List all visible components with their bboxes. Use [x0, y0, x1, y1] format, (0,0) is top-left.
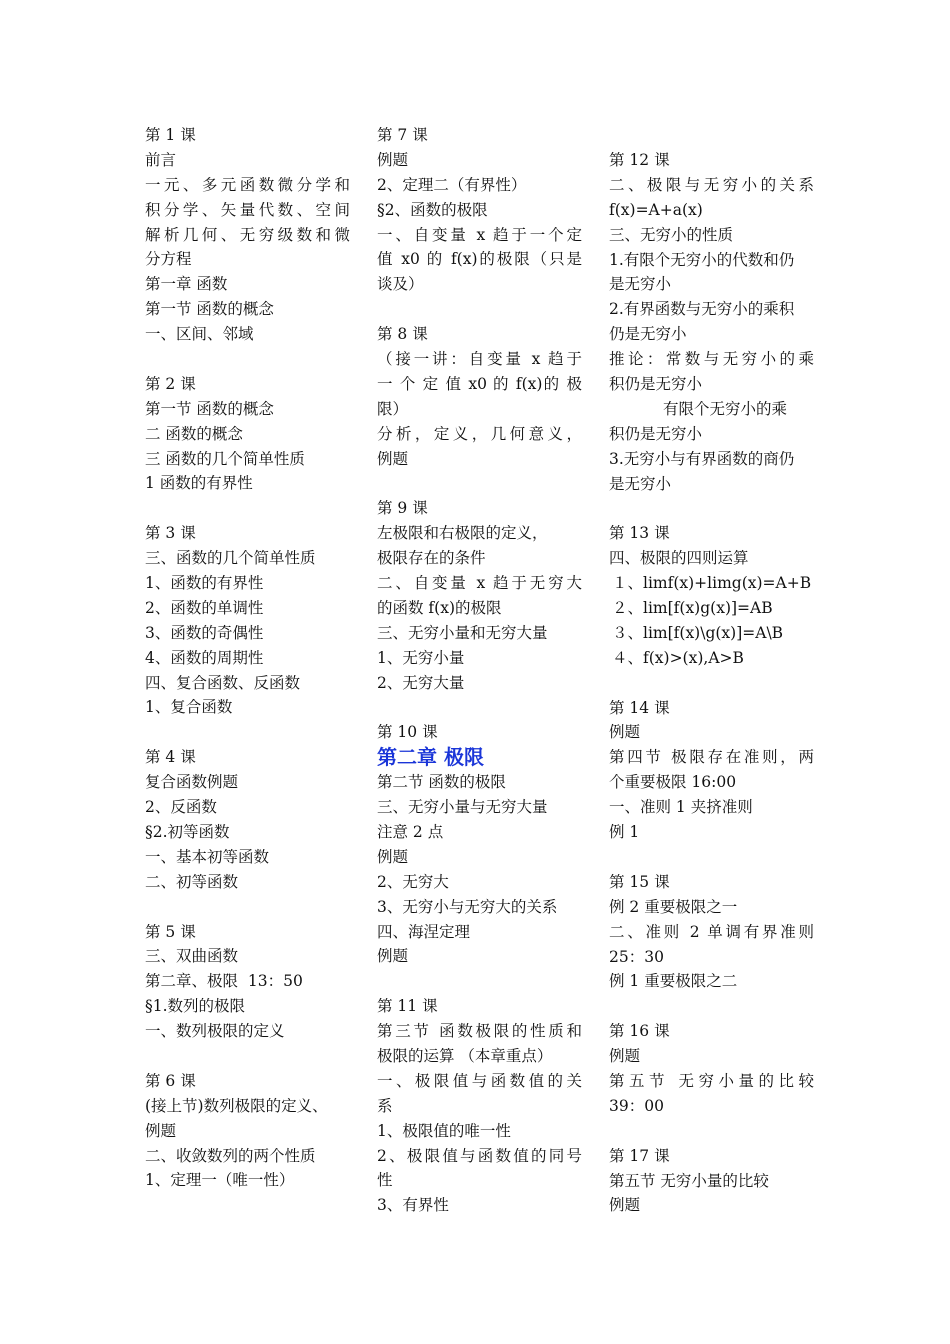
text-line: §2.初等函数	[145, 822, 230, 841]
text-line: 值 x0 的 f(x)的极限（只是	[377, 250, 582, 269]
spacer	[609, 671, 814, 696]
text-line: 二、准则 2 单调有界准则	[609, 922, 814, 941]
text-line: §1.数列的极限	[145, 997, 246, 1016]
lesson-heading: 第 1 课	[145, 126, 196, 144]
text-line: 第五节 无穷小量的比较	[609, 1171, 769, 1190]
text-line: 积仍是无穷小	[609, 424, 703, 443]
lesson-heading: 第 5 课	[145, 922, 196, 941]
text-line: 四、极限的四则运算	[609, 549, 749, 568]
column-1	[145, 123, 350, 1193]
text-line: 一、自变量 x 趋于一个定	[377, 225, 582, 244]
text-line: 39：00	[609, 1096, 664, 1115]
text-line: 1 函数的有界性	[145, 474, 253, 493]
spacer	[145, 720, 350, 745]
text-line: 3、有界性	[377, 1196, 449, 1215]
text-line: 一 个 定 值 x0 的 f(x)的 极	[377, 374, 582, 393]
text-line: 例题	[609, 1047, 641, 1066]
text-line: 是无穷小	[609, 275, 672, 294]
text-line: 前言	[145, 150, 177, 169]
text-line: 第一章 函数	[145, 275, 228, 294]
text-line: 左极限和右极限的定义，	[377, 524, 548, 543]
lesson-heading: 第 7 课	[377, 126, 428, 144]
text-line: 4、函数的周期性	[145, 648, 264, 667]
text-line: 第一节 函数的概念	[145, 399, 274, 418]
text-line: 1.有限个无穷小的代数和仍	[609, 250, 795, 269]
chapter-title: 第二章 极限	[377, 745, 484, 770]
lesson-heading: 第 14 课	[609, 698, 670, 717]
formula-line: ２、lim[f(x)g(x)]=AB	[612, 599, 773, 618]
spacer	[145, 1044, 350, 1069]
text-line: 三、无穷小量与无穷大量	[377, 798, 548, 817]
spacer	[609, 1119, 814, 1144]
text-line: 1、无穷小量	[377, 648, 465, 667]
text-line: 一、极限值与函数值的关	[377, 1071, 582, 1090]
text-line: 系	[377, 1096, 393, 1115]
text-line: 例 1 重要极限之二	[609, 972, 738, 991]
spacer	[377, 969, 582, 994]
text-line: 二、极限与无穷小的关系	[609, 175, 814, 194]
lesson-heading: 第 12 课	[609, 151, 670, 169]
text-line: 3、无穷小与无穷大的关系	[377, 897, 558, 916]
text-line: 的函数 f(x)的极限	[377, 598, 502, 617]
text-line: 分方程	[145, 250, 192, 269]
lesson-heading: 第 8 课	[377, 325, 428, 344]
text-line: 解析几何、无穷级数和微	[145, 225, 350, 244]
text-line: (接上节)数列极限的定义、	[145, 1096, 328, 1115]
lesson-heading: 第 16 课	[609, 1022, 670, 1041]
lesson-heading: 第 4 课	[145, 748, 196, 767]
text-line: 例题	[377, 449, 409, 468]
text-line: 积分学、矢量代数、空间	[145, 200, 350, 219]
text-line: 2、函数的单调性	[145, 598, 264, 617]
lesson-heading: 第 15 课	[609, 872, 670, 891]
spacer	[145, 496, 350, 521]
text-line: 仍是无穷小	[609, 325, 687, 344]
text-line: 二、收敛数列的两个性质	[145, 1146, 316, 1165]
text-line: 一、准则 1 夹挤准则	[609, 798, 753, 817]
formula-line: ４、f(x)>(x),A>B	[612, 648, 744, 667]
text-line: 2、反函数	[145, 798, 217, 817]
text-line: （接一讲：自变量 x 趋于	[377, 350, 582, 369]
text-line: 2、极限值与函数值的同号	[377, 1146, 582, 1165]
text-line: 第二节 函数的极限	[377, 773, 506, 792]
text-line: 第三节 函数极限的性质和	[377, 1022, 582, 1041]
text-line: 例题	[609, 723, 641, 742]
text-line: 极限存在的条件	[377, 549, 486, 568]
spacer	[145, 895, 350, 920]
text-line: 2、无穷大	[377, 872, 449, 891]
lesson-heading: 第 17 课	[609, 1146, 670, 1165]
text-line: 3.无穷小与有界函数的商仍	[609, 449, 795, 468]
column-2	[377, 123, 582, 1218]
text-line: 第二章、极限 13：50	[145, 972, 303, 991]
text-line: 一元、多元函数微分学和	[145, 175, 350, 194]
text-line: 例题	[145, 1121, 177, 1140]
lesson-heading: 第 11 课	[377, 997, 438, 1016]
text-line: 1、复合函数	[145, 698, 233, 717]
lesson-heading: 第 9 课	[377, 499, 428, 518]
text-line: 复合函数例题	[145, 773, 239, 792]
text-line: 1、函数的有界性	[145, 574, 264, 593]
text-line: 例 2 重要极限之一	[609, 897, 738, 916]
lesson-heading: 第 2 课	[145, 374, 196, 393]
text-line: 例题	[377, 847, 409, 866]
text-line: 性	[377, 1171, 393, 1190]
text-line: 三、无穷小量和无穷大量	[377, 623, 548, 642]
text-line: 积仍是无穷小	[609, 375, 703, 394]
spacer	[609, 845, 814, 870]
column-3	[609, 148, 814, 1218]
text-line: 四、复合函数、反函数	[145, 673, 301, 692]
text-line: 第四节 极限存在准则，两	[609, 748, 814, 767]
text-line: 三、无穷小的性质	[609, 225, 734, 244]
text-line: 三、函数的几个简单性质	[145, 549, 316, 568]
spacer	[145, 347, 350, 372]
text-line: 二 函数的概念	[145, 424, 243, 443]
text-line: 一、基本初等函数	[145, 847, 270, 866]
text-line: 25：30	[609, 947, 664, 966]
text-line: §2、函数的极限	[377, 200, 488, 219]
spacer	[377, 695, 582, 720]
spacer	[377, 471, 582, 496]
text-line: 1、极限值的唯一性	[377, 1121, 511, 1140]
text-line: 3、函数的奇偶性	[145, 623, 264, 642]
text-line: 推论：常数与无穷小的乘	[609, 350, 814, 369]
lesson-heading: 第 10 课	[377, 723, 438, 742]
text-line: 例题	[377, 150, 409, 169]
text-line: 二、初等函数	[145, 872, 239, 891]
lesson-heading: 第 13 课	[609, 524, 670, 543]
text-line: 例题	[377, 947, 409, 966]
text-line: 极限的运算 （本章重点）	[377, 1046, 553, 1065]
text-line: 是无穷小	[609, 474, 672, 493]
spacer	[609, 994, 814, 1019]
text-line: 第五节 无穷小量的比较	[609, 1071, 814, 1090]
lesson-heading: 第 6 课	[145, 1071, 196, 1090]
text-line: 一、区间、邻域	[145, 325, 254, 344]
text-line: 三、双曲函数	[145, 947, 239, 966]
text-line: 分析，定义，几何意义，	[377, 424, 582, 443]
text-line: 2、定理二（有界性）	[377, 175, 527, 194]
lesson-heading: 第 3 课	[145, 524, 196, 543]
text-line: 第一节 函数的概念	[145, 300, 274, 319]
text-line: f(x)=A+a(x)	[609, 200, 703, 219]
formula-line: ３、lim[f(x)\g(x)]=A\B	[612, 623, 784, 642]
text-line: 四、海涅定理	[377, 922, 471, 941]
text-line: 例题	[609, 1196, 641, 1215]
spacer	[609, 496, 814, 521]
text-line: 例 1	[609, 823, 640, 842]
text-line: 2、无穷大量	[377, 673, 465, 692]
text-line: 限）	[377, 399, 409, 418]
text-line: 谈及）	[377, 275, 424, 294]
text-line: 2.有界函数与无穷小的乘积	[609, 300, 795, 319]
formula-line: １、limf(x)+limg(x)=A+B	[612, 574, 812, 593]
text-line: 三 函数的几个简单性质	[145, 449, 305, 468]
text-line: 个重要极限 16:00	[609, 773, 737, 792]
spacer	[377, 297, 582, 322]
text-line: 一、数列极限的定义	[145, 1022, 285, 1041]
text-line: 1、定理一（唯一性）	[145, 1171, 295, 1190]
text-line: 注意 2 点	[377, 822, 444, 841]
text-line: 有限个无穷小的乘	[663, 399, 788, 418]
text-line: 二、自变量 x 趋于无穷大	[377, 574, 582, 593]
